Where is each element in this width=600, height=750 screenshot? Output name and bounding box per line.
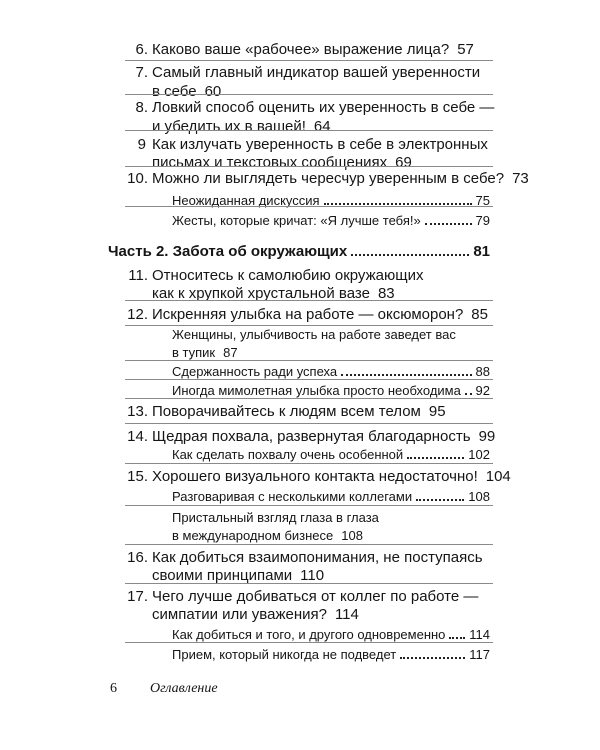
page-number: 108 [341, 528, 363, 543]
entry-text: в себе [152, 83, 197, 100]
entry-separator [125, 60, 493, 61]
toc-subentry [172, 489, 490, 504]
page-number: 114 [334, 606, 359, 623]
entry-text: Ловкий способ оценить их уверенность в себе — [152, 99, 495, 116]
entry-number: 10. [127, 170, 148, 187]
entry-text: письмах и текстовых сообщениях [152, 154, 388, 171]
dot-leader [465, 393, 472, 395]
entry-separator [125, 360, 493, 361]
entry-number: 9 [137, 136, 146, 153]
page-number: 64 [313, 118, 331, 135]
footer-page-number: 6 [110, 681, 117, 696]
page-number: 75 [475, 193, 490, 208]
entry-text: Как излучать уверенность в себе в электронных [152, 136, 488, 153]
entry-number: 17. [127, 588, 148, 605]
entry-separator [125, 642, 493, 643]
entry-text: симпатии или уважения? [152, 606, 327, 623]
toc-subentry [172, 213, 490, 228]
entry-text: Разговаривая с несколькими коллегами [172, 489, 413, 504]
entry-text: Как добиться и того, и другого одновременно [172, 627, 446, 642]
entry-text: Женщины, улыбчивость на работе заведет вас [172, 327, 456, 342]
entry-separator [125, 300, 493, 301]
entry-text: Можно ли выглядеть чересчур уверенным в себе? [152, 170, 505, 187]
page-number: 60 [204, 83, 222, 100]
entry-separator [125, 505, 493, 506]
entry-separator [125, 130, 493, 131]
entry-text: в тупик [172, 345, 216, 360]
toc-subentry [172, 627, 490, 642]
entry-text: как к хрупкой хрустальной вазе [152, 285, 370, 302]
entry-text: Жесты, которые кричат: «Я лучше тебя!» [172, 213, 421, 228]
toc-subentry [172, 647, 490, 662]
entry-separator [125, 379, 493, 380]
entry-separator [125, 463, 493, 464]
page-number: 57 [457, 41, 474, 58]
toc-subentry [172, 447, 490, 462]
entry-separator [125, 583, 493, 584]
page-number: 110 [300, 567, 325, 584]
entry-text: Искренняя улыбка на работе — оксюморон? [152, 306, 464, 323]
entry-number: 14. [127, 428, 148, 445]
dot-leader [341, 374, 471, 376]
entry-text: Относитесь к самолюбию окружающих [152, 267, 424, 284]
page-number: 102 [468, 447, 490, 462]
page-number: 87 [223, 345, 238, 360]
entry-text: Щедрая похвала, развернутая благодарность [152, 428, 471, 445]
dot-leader [449, 637, 465, 639]
entry-separator [125, 398, 493, 399]
entry-separator [125, 206, 493, 207]
page-number: 81 [473, 243, 490, 260]
page-number: 99 [478, 428, 496, 445]
entry-number: 12. [127, 306, 148, 323]
entry-text: Как добиться взаимопонимания, не поступаясь [152, 549, 483, 566]
page-number: 85 [471, 306, 488, 323]
dot-leader [400, 657, 465, 659]
dot-leader [351, 254, 469, 256]
footer-title: Оглавление [150, 681, 218, 696]
entry-number: 6. [135, 41, 148, 58]
page-number: 95 [428, 403, 446, 420]
entry-text: Пристальный взгляд глаза в глаза [172, 510, 379, 525]
toc-subentry [172, 383, 490, 398]
entry-text: Неожиданная дискуссия [172, 193, 320, 208]
page-number: 79 [475, 213, 490, 228]
entry-separator [125, 544, 493, 545]
entry-text: Прием, который никогда не подведет [172, 647, 397, 662]
entry-number: 13. [127, 403, 148, 420]
page-number: 69 [395, 154, 412, 171]
entry-text: Чего лучше добиваться от коллег по работе — [152, 588, 479, 605]
entry-separator [125, 325, 493, 326]
entry-number: 7. [135, 64, 148, 81]
part-title: Часть 2. Забота об окружающих [108, 243, 348, 260]
entry-text: Хорошего визуального контакта недостаточно! [152, 468, 478, 485]
dot-leader [416, 499, 464, 501]
toc-subentry [172, 364, 490, 379]
entry-text: Каково ваше «рабочее» выражение лица? [152, 41, 450, 58]
dot-leader [324, 203, 472, 205]
page-number: 92 [475, 383, 490, 398]
entry-number: 8. [135, 99, 148, 116]
entry-text: в международном бизнесе [172, 528, 334, 543]
entry-text: Самый главный индикатор вашей уверенности [152, 64, 481, 81]
entry-number: 15. [127, 468, 148, 485]
page-number: 108 [468, 489, 490, 504]
entry-separator [125, 423, 493, 424]
page-number: 73 [512, 170, 529, 187]
dot-leader [407, 457, 464, 459]
entry-number: 11. [128, 267, 148, 284]
page-number: 114 [469, 627, 490, 642]
entry-text: и убедить их в вашей! [152, 118, 306, 135]
entry-number: 16. [127, 549, 148, 566]
entry-text: Сдержанность ради успеха [172, 364, 338, 379]
entry-separator [125, 166, 493, 167]
entry-text: Как сделать похвалу очень особенной [172, 447, 404, 462]
page-number: 104 [485, 468, 511, 485]
entry-text: своими принципами [152, 567, 293, 584]
page-number: 88 [475, 364, 490, 379]
page-number: 83 [377, 285, 395, 302]
page-number: 117 [469, 647, 490, 662]
entry-text: Поворачивайтесь к людям всем телом [152, 403, 421, 420]
dot-leader [425, 223, 472, 225]
entry-text: Иногда мимолетная улыбка просто необходима [172, 383, 461, 398]
entry-separator [125, 94, 493, 95]
part-heading [108, 243, 490, 260]
